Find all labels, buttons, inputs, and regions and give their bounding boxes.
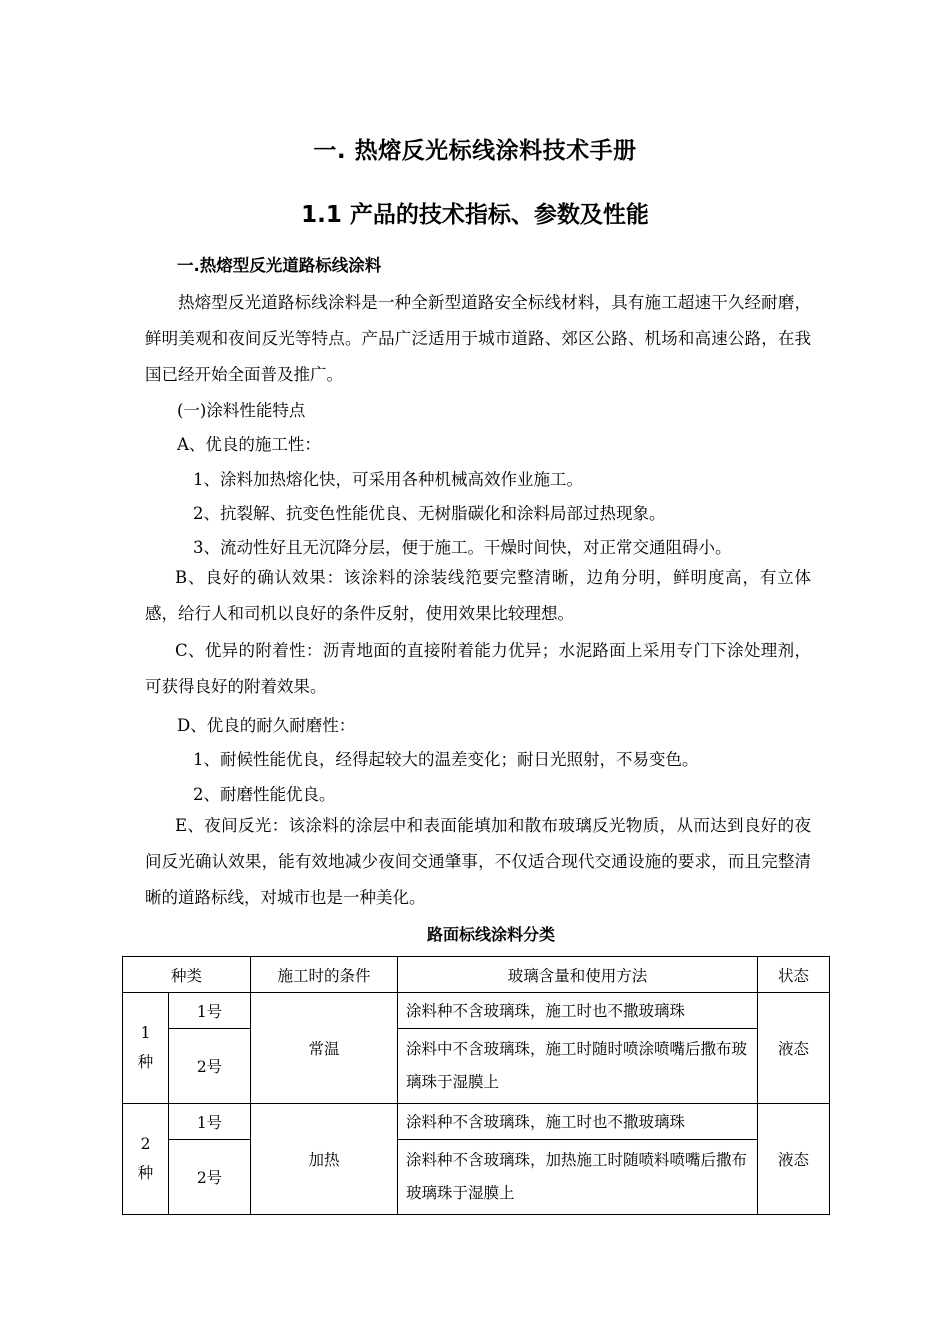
condition-cell: 加热 <box>251 1104 398 1215</box>
features-heading: (一)涂料性能特点 <box>177 401 306 420</box>
feature-c-paragraph: C、优异的附着性：沥青地面的直接附着能力优异；水泥路面上采用专门下涂处理剂，可获得良好的附着效果。 <box>145 641 811 696</box>
section-subtitle: 1.1 产品的技术指标、参数及性能 <box>301 202 649 228</box>
feature-a-item-1: 1、涂料加热熔化快，可采用各种机械高效作业施工。 <box>193 470 583 489</box>
type-no-cell: 1号 <box>169 993 251 1029</box>
feature-d-item-2: 2、耐磨性能优良。 <box>193 785 336 804</box>
section-heading: 一.热熔型反光道路标线涂料 <box>177 256 382 275</box>
method-cell: 涂料种不含玻璃珠，施工时也不撒玻璃珠 <box>398 993 758 1029</box>
feature-e-paragraph: E、夜间反光：该涂料的涂层中和表面能填加和散布玻璃反光物质，从而达到良好的夜间反光确认效果，能有效地减少夜间交通肇事，不仅适合现代交通设施的要求，而且完整清晰的道路标线，对城市也是一种美化。 <box>145 816 811 907</box>
kind-cell-2 <box>123 1104 169 1215</box>
kind-cell-1 <box>123 993 169 1104</box>
feature-d-heading: D、优良的耐久耐磨性： <box>177 716 356 735</box>
kind-number: 1 <box>140 1024 151 1042</box>
feature-a-heading: A、优良的施工性： <box>177 435 321 454</box>
method-cell: 涂料中不含玻璃珠，施工时随时喷涂喷嘴后撒布玻璃珠于湿膜上 <box>398 1029 758 1104</box>
table-row <box>123 1029 830 1104</box>
type-no-cell: 1号 <box>169 1104 251 1140</box>
table-row <box>123 993 830 1029</box>
feature-d-item-1: 1、耐候性能优良，经得起较大的温差变化；耐日光照射，不易变色。 <box>193 750 699 769</box>
table-row <box>123 1104 830 1140</box>
feature-a-item-3: 3、流动性好且无沉降分层，便于施工。干燥时间快，对正常交通阻碍小。 <box>193 538 732 557</box>
header-state: 状态 <box>758 957 830 993</box>
header-kind: 种类 <box>123 957 251 993</box>
type-no-cell: 2号 <box>169 1029 251 1104</box>
document-title: 一. 热熔反光标线涂料技术手册 <box>313 138 637 164</box>
table-row <box>123 1140 830 1215</box>
condition-cell: 常温 <box>251 993 398 1104</box>
kind-number: 2 <box>140 1135 151 1153</box>
kind-suffix: 种 <box>137 1053 154 1071</box>
feature-b-paragraph: B、良好的确认效果：该涂料的涂装线笵要完整清晰，边角分明，鲜明度高，有立体感，给行人和司机以良好的条件反射，使用效果比较理想。 <box>145 568 811 623</box>
type-no-cell: 2号 <box>169 1140 251 1215</box>
feature-a-item-2: 2、抗裂解、抗变色性能优良、无树脂碳化和涂料局部过热现象。 <box>193 504 666 523</box>
table-caption: 路面标线涂料分类 <box>426 925 555 944</box>
intro-paragraph: 热熔型反光道路标线涂料是一种全新型道路安全标线材料，具有施工超速干久经耐磨，鲜明美观和夜间反光等特点。产品广泛适用于城市道路、郊区公路、机场和高速公路，在我国已经开始全面普及推广。 <box>145 293 811 384</box>
header-condition: 施工时的条件 <box>251 957 398 993</box>
kind-suffix: 种 <box>137 1164 154 1182</box>
table-header-row <box>123 957 830 993</box>
state-cell: 液态 <box>758 1104 830 1215</box>
coating-classification-table <box>122 956 830 1215</box>
state-cell: 液态 <box>758 993 830 1104</box>
method-cell: 涂料种不含玻璃珠，加热施工时随喷料喷嘴后撒布玻璃珠于湿膜上 <box>398 1140 758 1215</box>
method-cell: 涂料种不含玻璃珠，施工时也不撒玻璃珠 <box>398 1104 758 1140</box>
header-method: 玻璃含量和使用方法 <box>398 957 758 993</box>
